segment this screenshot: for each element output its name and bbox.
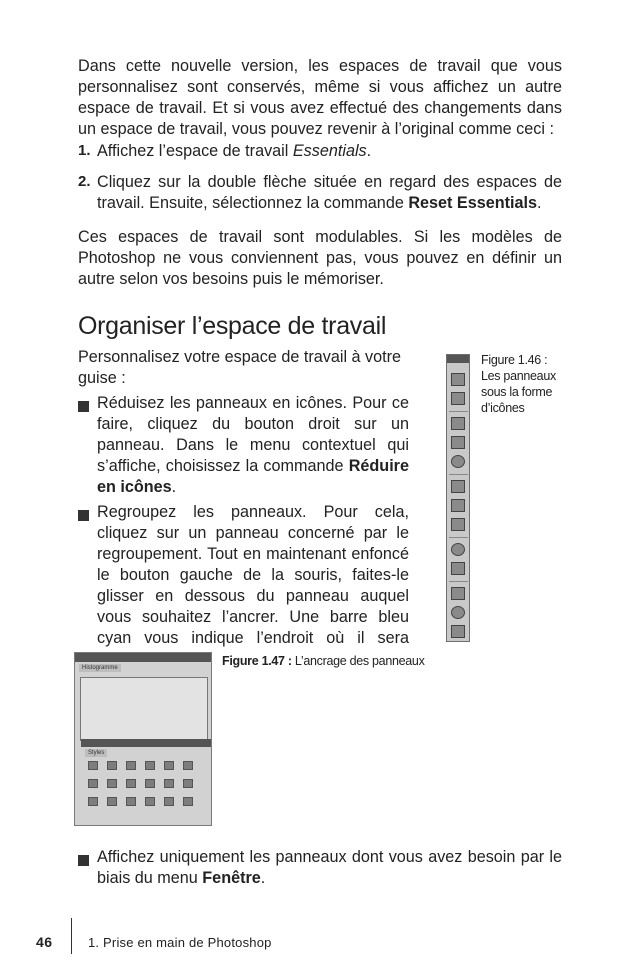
- style-swatch: [145, 779, 155, 788]
- toolbar-title-bar: [447, 355, 469, 363]
- masks-icon: [451, 543, 465, 556]
- styles-icon: [451, 518, 465, 531]
- info-icon: [451, 455, 465, 468]
- histogram-tab: Histogramme: [79, 664, 121, 672]
- collapsed-panels-toolbar: [446, 354, 470, 642]
- clone-source-icon: [451, 562, 465, 575]
- color-icon: [451, 480, 465, 493]
- adjustments-icon: [451, 417, 465, 430]
- step-number: 2.: [78, 173, 91, 190]
- actions-icon: [451, 392, 465, 405]
- style-swatch: [164, 797, 174, 806]
- intro-paragraph: Dans cette nouvelle version, les espaces de travail que vous personnalisez sont conservés, même si vous affichez un autre espace de travail. Et si vous avez effectué des changements dans un espace de travail, vous pouvez revenir à l’original comme ceci :: [78, 57, 562, 138]
- styles-title-bar: [81, 739, 211, 747]
- histogram-area: [80, 677, 208, 741]
- bullet-item: Réduisez les panneaux en icônes. Pour ce faire, cliquez du bouton droit sur un panneau. Dans le menu contextuel qui s’affiche, choisissez la commande Réduire en icônes.: [97, 394, 409, 496]
- section-heading: Organiser l’espace de travail: [78, 312, 387, 340]
- page-number: 46: [36, 934, 53, 950]
- layers-icon: [451, 587, 465, 600]
- channels-icon: [451, 606, 465, 619]
- style-swatch: [145, 797, 155, 806]
- bullet-marker: [78, 510, 89, 521]
- navigator-icon: [451, 436, 465, 449]
- style-swatch: [126, 779, 136, 788]
- history-icon: [451, 373, 465, 386]
- footer-divider: [71, 918, 72, 954]
- style-swatch: [88, 761, 98, 770]
- bullet-marker: [78, 855, 89, 866]
- style-swatch: [183, 797, 193, 806]
- figure-147-caption: Figure 1.47 : L’ancrage des panneaux: [222, 654, 425, 668]
- style-swatch: [164, 779, 174, 788]
- toolbar-separator: [449, 411, 468, 412]
- figure-146-caption: Figure 1.46 : Les panneaux sous la forme d’icônes: [481, 353, 556, 415]
- style-swatch: [164, 761, 174, 770]
- bullet-item: Regroupez les panneaux. Pour cela, cliquez sur un panneau concerné par le regroupement. Tout en maintenant enfoncé le bouton gauche de la souris, faites-le glisser en dessous du panneau auquel vous souhaitez l’ancrer. Une barre bleu cyan vous indique l’endroit où il sera: [97, 503, 409, 647]
- closing-paragraph: Ces espaces de travail sont modulables. Si les modèles de Photoshop ne vous conviennent pas, vous pouvez en définir un autre selon vos besoins puis le mémoriser.: [78, 228, 562, 288]
- style-swatch: [107, 779, 117, 788]
- style-swatch: [88, 779, 98, 788]
- style-swatch: [107, 797, 117, 806]
- toolbar-separator: [449, 581, 468, 582]
- step-1: Affichez l’espace de travail Essentials.: [97, 142, 372, 160]
- chapter-title: 1. Prise en main de Photoshop: [88, 935, 272, 950]
- step-number: 1.: [78, 142, 91, 159]
- docked-panels-screenshot: [74, 652, 212, 826]
- bullet-marker: [78, 401, 89, 412]
- style-swatch: [126, 761, 136, 770]
- step-2: Cliquez sur la double flèche située en regard des espaces de travail. Ensuite, sélectionnez la commande Reset Essentials.: [97, 173, 562, 212]
- toolbar-separator: [449, 537, 468, 538]
- style-swatch: [183, 761, 193, 770]
- toolbar-separator: [449, 474, 468, 475]
- panel-title-bar: [75, 653, 211, 662]
- bullet-item: Affichez uniquement les panneaux dont vous avez besoin par le biais du menu Fenêtre.: [97, 848, 562, 887]
- swatches-icon: [451, 499, 465, 512]
- style-swatch: [88, 797, 98, 806]
- style-swatch: [145, 761, 155, 770]
- styles-tab: Styles: [85, 749, 107, 757]
- style-swatch: [183, 779, 193, 788]
- style-swatch: [126, 797, 136, 806]
- section-lead: Personnalisez votre espace de travail à votre guise :: [78, 348, 402, 387]
- paths-icon: [451, 625, 465, 638]
- style-swatch: [107, 761, 117, 770]
